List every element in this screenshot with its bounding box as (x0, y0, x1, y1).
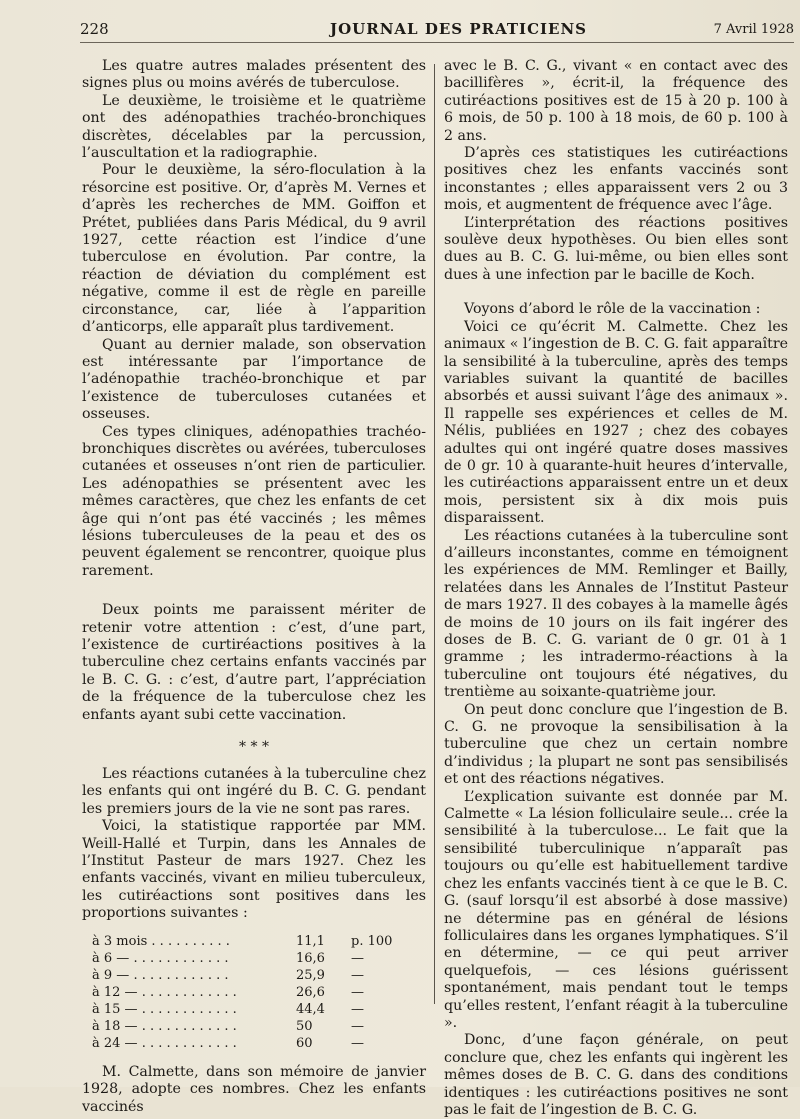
paragraph: M. Calmette, dans son mémoire de janvier 1928, adopte ces nombres. Chez les enfants vaccinés (82, 1063, 426, 1115)
table-cell-unit: — (351, 967, 364, 983)
paragraph: On peut donc conclure que l’ingestion de B. C. G. ne provoque la sensibilisation à la tuberculine que chez un certain nombre d’individus ; la plupart ne sont pas sensibilisés et ont des réactions négatives. (444, 701, 788, 788)
table-row (92, 950, 401, 967)
paragraph: L’explication suivante est donnée par M. Calmette « La lésion folliculaire seule... crée la sensibilité à la tuberculose... Le fait que la sensibilité tuberculinique n’apparaît pas toujours ou qu’elle est habituellement tardive chez les enfants vaccinés tient à ce que le B. C. G. (sauf lorsqu’il est absorbé à dose massive) ne détermine pas en général de lésions folliculaires dans les organes lymphatiques. S’il en détermine, — ce qui peut arriver quelquefois, — ces lésions guérissent spontanément, mais pendant tout le temps qu’elles restent, l’enfant réagit à la tuberculine ». (444, 788, 788, 1031)
paragraph: Le deuxième, le troisième et le quatrième ont des adénopathies trachéo-bronchiques discrètes, décelables par la percussion, l’auscultation et la radiographie. (82, 92, 426, 162)
table-cell-value: 44,4 (296, 1001, 325, 1017)
paragraph: avec le B. C. G., vivant « en contact avec des bacillifères », écrit-il, la fréquence des cutiréactions positives est de 15 à 20 p. 100 à 6 mois, de 50 p. 100 à 18 mois, de 60 p. 100 à 2 ans. (444, 58, 788, 144)
table-cell-age: à 12 — . . . . . . . . . . . . (92, 984, 237, 1000)
table-row (92, 967, 401, 984)
table-cell-value: 11,1 (296, 933, 325, 949)
column-divider (434, 64, 435, 1004)
table-cell-unit: — (351, 950, 364, 966)
paragraph: Les quatre autres malades présentent des signes plus ou moins avérés de tuberculose. (82, 58, 426, 92)
paragraph: L’interprétation des réactions positives soulève deux hypothèses. Ou bien elles sont dues au B. C. G. lui-même, ou bien elles sont dues à une infection par le bacille de Koch. (444, 214, 788, 283)
statistics-table (92, 933, 401, 1052)
page-number: 228 (80, 20, 109, 38)
table-cell-age: à 6 — . . . . . . . . . . . . (92, 950, 229, 966)
table-row (92, 1018, 401, 1035)
right-column (444, 58, 788, 1119)
paragraph: Les réactions cutanées à la tuberculine sont d’ailleurs inconstantes, comme en témoignent les expériences de MM. Remlinger et Bailly, relatées dans les Annales de l’Institut Pasteur de mars 1927. Il des cobayes à la mamelle âgés de moins de 10 jours on ils fait ingérer des doses de B. C. G. variant de 0 gr. 01 à 1 gramme ; les intradermo-réactions à la tuberculine ont toujours été négatives, du trentième au soixante-quatrième jour. (444, 527, 788, 701)
table-row (92, 1001, 401, 1018)
issue-date: 7 Avril 1928 (713, 22, 794, 37)
section-opening-paragraph: Les réactions cutanées à la tuberculine chez les enfants qui ont ingéré du B. C. G. pendant les premiers jours de la vie ne sont pas rares. (82, 766, 426, 817)
page-header (80, 18, 794, 43)
paragraph: Pour le deuxième, la séro-floculation à la résorcine est positive. Or, d’après M. Vernes et d’après les recherches de MM. Goiffon et Prétet, publiées dans Paris Médical, du 9 avril 1927, cette réaction est l’indice d’une tuberculose en évolution. Par contre, la réaction de déviation du complément est négative, comme il est de règle en pareille circonstance, car, liée à l’apparition d’anticorps, elle apparaît plus tardivement. (82, 162, 426, 336)
left-column (82, 58, 426, 1116)
table-cell-unit: — (351, 1001, 364, 1017)
table-row (92, 984, 401, 1001)
table-cell-value: 60 (296, 1035, 313, 1051)
table-cell-age: à 24 — . . . . . . . . . . . . (92, 1035, 237, 1051)
table-cell-age: à 3 mois . . . . . . . . . . (92, 933, 230, 949)
table-cell-unit: — (351, 984, 364, 1000)
section-asterism: * * * (239, 739, 269, 756)
table-cell-value: 26,6 (296, 984, 325, 1000)
table-cell-unit: — (351, 1018, 364, 1034)
paragraph: D’après ces statistiques les cutiréactions positives chez les enfants vaccinés sont inconstantes ; elles apparaissent vers 2 ou 3 mois, et augmentent de fréquence avec l’âge. (444, 145, 788, 214)
table-cell-age: à 9 — . . . . . . . . . . . . (92, 967, 229, 983)
table-row (92, 1035, 401, 1052)
table-cell-unit: — (351, 1035, 364, 1051)
journal-title: JOURNAL DES PRATICIENS (330, 20, 587, 38)
paragraph: Voici ce qu’écrit M. Calmette. Chez les animaux « l’ingestion de B. C. G. fait apparaître la sensibilité à la tuberculine, après des temps variables suivant la quantité de bacilles absorbés et aussi suivant l’âge des animaux ». Il rappelle ses expériences et celles de M. Nélis, publiées en 1927 ; chez des cobayes adultes qui ont ingéré quatre doses massives de 0 gr. 10 à quarante-huit heures d’intervalle, les cutiréactions apparaissent entre un et deux mois, persistent six à dix mois puis disparaissent. (444, 318, 788, 527)
table-cell-age: à 15 — . . . . . . . . . . . . (92, 1001, 237, 1017)
paragraph: Voici, la statistique rapportée par MM. Weill-Hallé et Turpin, dans les Annales de l’Institut Pasteur de mars 1927. Chez les enfants vaccinés, vivant en milieu tuberculeux, les cutiréactions sont positives dans les proportions suivantes : (82, 818, 426, 922)
table-cell-value: 16,6 (296, 950, 325, 966)
paragraph: Quant au dernier malade, son observation est intéressante par l’importance de l’adénopathie trachéo-bronchique et par l’existence de tuberculoses cutanées et osseuses. (82, 336, 426, 423)
paragraph: Ces types cliniques, adénopathies trachéo-bronchiques discrètes ou avérées, tuberculoses cutanées et osseuses n’ont rien de particulier. Les adénopathies se présentent avec les mêmes caractères, que chez les enfants de cet âge qui n’ont pas été vaccinés ; les mêmes lésions tuberculeuses de la peau et des os peuvent également se rencontrer, quoique plus rarement. (82, 423, 426, 579)
paragraph: Voyons d’abord le rôle de la vaccination : (464, 301, 761, 318)
paragraph: Deux points me paraissent mériter de retenir votre attention : c’est, d’une part, l’existence de curtiréactions positives à la tuberculine chez certains enfants vaccinés par le B. C. G. : c’est, d’autre part, l’appréciation de la fréquence de la tuberculose chez les enfants ayant subi cette vaccination. (82, 602, 426, 723)
table-cell-age: à 18 — . . . . . . . . . . . . (92, 1018, 237, 1034)
paragraph: Donc, d’une façon générale, on peut conclure que, chez les enfants qui ingèrent les mêmes doses de B. C. G. dans des conditions identiques : les cutiréactions positives ne sont pas le fait de l’ingestion de B. C. G. (444, 1032, 788, 1118)
table-row (92, 933, 401, 950)
table-cell-unit: p. 100 (351, 933, 393, 949)
table-cell-value: 25,9 (296, 967, 325, 983)
table-cell-value: 50 (296, 1018, 313, 1034)
